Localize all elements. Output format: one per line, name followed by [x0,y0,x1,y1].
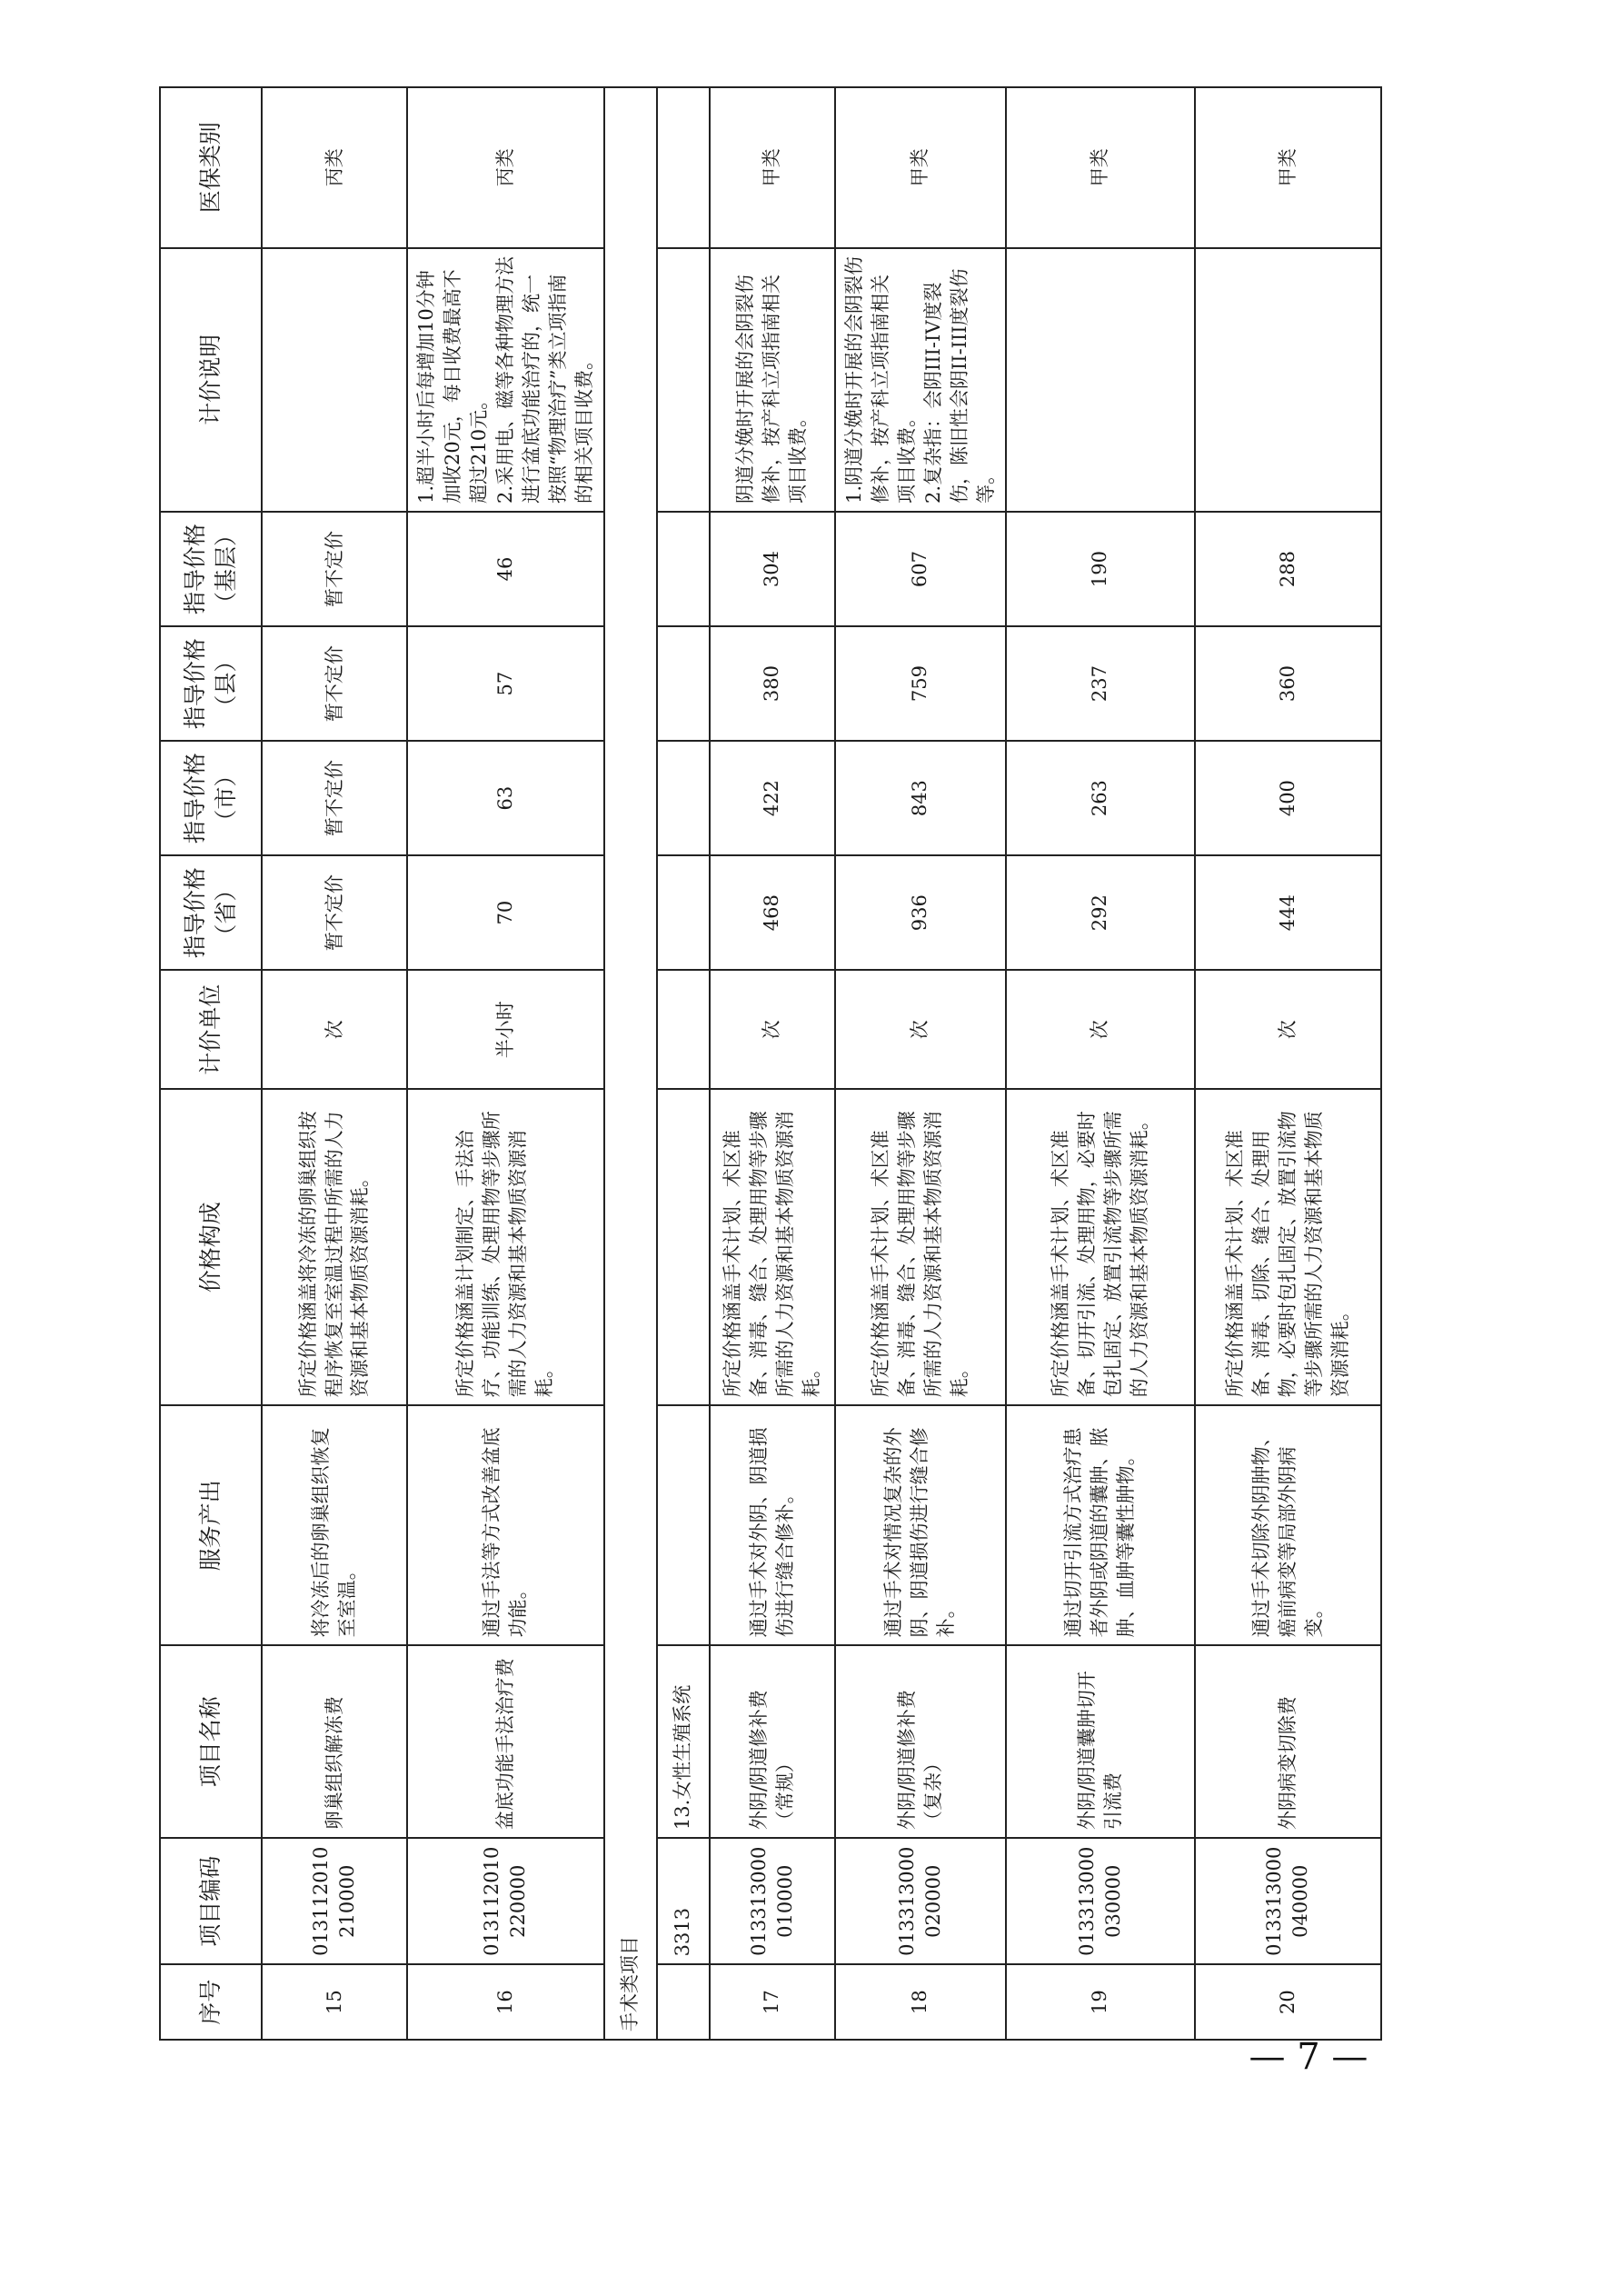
insurance-category: 丙类 [262,87,407,248]
pricing-notes [710,248,835,512]
service-output: 通过手法等方式改善盆底功能。 [407,1405,604,1645]
pricing-notes [835,248,1006,512]
item-code: 013313000030000 [1006,1838,1195,1964]
empty-cell [657,1405,710,1645]
item-name: 外阴/阴道修补费（复杂） [835,1645,1006,1838]
subsection-name: 13.女性生殖系统 [657,1645,710,1838]
price-county: 360 [1195,626,1381,741]
header-cell: 指导价格（基层） [160,512,262,626]
table-row [835,87,1006,2040]
price-county: 暂不定价 [262,626,407,741]
item-code: 013313000020000 [835,1838,1006,1964]
item-code: 013112010210000 [262,1838,407,1964]
item-code: 013112010220000 [407,1838,604,1964]
service-output: 通过手术对情况复杂的外阴、阴道损伤进行缝合修补。 [835,1405,1006,1645]
insurance-category: 甲类 [710,87,835,248]
price-city: 263 [1006,741,1195,855]
empty-cell [657,741,710,855]
header-cell: 计价单位 [160,970,262,1089]
price-composition: 所定价格涵盖手术计划、术区准备、消毒、缝合、处理用物等步骤所需的人力资源和基本物质资源消耗。 [835,1089,1006,1405]
pricing-notes [1195,248,1381,512]
header-row [160,87,262,2040]
empty-cell [657,1964,710,2040]
price-table [159,86,1382,2041]
insurance-category: 甲类 [1195,87,1381,248]
price-province: 70 [407,855,604,970]
price-province: 暂不定价 [262,855,407,970]
row-number: 15 [262,1964,407,2040]
empty-cell [657,512,710,626]
price-basic: 46 [407,512,604,626]
row-number: 17 [710,1964,835,2040]
empty-cell [657,855,710,970]
price-composition: 所定价格涵盖计划制定、手法治疗、功能训练、处理用物等步骤所需的人力资源和基本物质资源消耗。 [407,1089,604,1405]
header-cell: 价格构成 [160,1089,262,1405]
table-row [1006,87,1195,2040]
subsection-code: 3313 [657,1838,710,1964]
table-row [710,87,835,2040]
category-label: 手术类项目 [604,87,657,2040]
header-cell: 指导价格（县） [160,626,262,741]
item-name: 盆底功能手法治疗费 [407,1645,604,1838]
pricing-unit: 次 [1195,970,1381,1089]
pricing-notes [262,248,407,512]
price-county: 237 [1006,626,1195,741]
table-row [262,87,407,2040]
item-name: 外阴/阴道修补费（常规） [710,1645,835,1838]
price-basic: 190 [1006,512,1195,626]
row-number: 19 [1006,1964,1195,2040]
item-name: 外阴病变切除费 [1195,1645,1381,1838]
rotated-table-wrapper [159,86,1381,2041]
row-number: 18 [835,1964,1006,2040]
service-output: 通过切开引流方式治疗患者外阴或阴道的囊肿、脓肿、血肿等囊性肿物。 [1006,1405,1195,1645]
price-composition: 所定价格涵盖手术计划、术区准备、消毒、切除、缝合、处理用物，必要时包扎固定、放置引流物等步骤所需的人力资源和基本物质资源消耗。 [1195,1089,1381,1405]
price-basic: 暂不定价 [262,512,407,626]
subsection-row [657,87,710,2040]
price-city: 63 [407,741,604,855]
price-composition: 所定价格涵盖手术计划、术区准备、切开引流、处理用物，必要时包扎固定、放置引流物等步骤所需的人力资源和基本物质资源消耗。 [1006,1089,1195,1405]
note-line: 2.采用电、磁等各种物理方法进行盆底功能治疗的，统一按照“物理治疗”类立项指南的相关项目收费。 [493,255,595,504]
price-province: 292 [1006,855,1195,970]
empty-cell [657,87,710,248]
page-number: — 7 — [1249,2036,1368,2078]
price-county: 57 [407,626,604,741]
item-code: 013313000010000 [710,1838,835,1964]
header-cell: 指导价格（市） [160,741,262,855]
price-province: 444 [1195,855,1381,970]
service-output: 通过手术切除外阴肿物、癌前病变等局部外阴病变。 [1195,1405,1381,1645]
price-composition: 所定价格涵盖将冷冻的卵巢组织按程序恢复至室温过程中所需的人力资源和基本物质资源消耗。 [262,1089,407,1405]
note-line: 1.阴道分娩时开展的会阴裂伤修补，按产科立项指南相关项目收费。 [842,255,918,504]
empty-cell [657,248,710,512]
price-city: 400 [1195,741,1381,855]
price-province: 936 [835,855,1006,970]
pricing-unit: 次 [835,970,1006,1089]
category-row [604,87,657,2040]
item-name: 卵巢组织解冻费 [262,1645,407,1838]
pricing-notes [407,248,604,512]
price-basic: 288 [1195,512,1381,626]
price-basic: 607 [835,512,1006,626]
table-row [407,87,604,2040]
pricing-unit: 次 [262,970,407,1089]
note-line: 2.复杂指：会阴III-IV度裂伤，陈旧性会阴II-III度裂伤等。 [921,268,997,504]
price-county: 380 [710,626,835,741]
price-city: 暂不定价 [262,741,407,855]
header-cell: 序号 [160,1964,262,2040]
empty-cell [657,970,710,1089]
note-line: 1.超半小时后每增加10分钟加收20元，每日收费最高不超过210元。 [415,269,490,504]
item-name: 外阴/阴道囊肿切开引流费 [1006,1645,1195,1838]
header-cell: 服务产出 [160,1405,262,1645]
empty-cell [657,626,710,741]
price-city: 422 [710,741,835,855]
pricing-unit: 次 [1006,970,1195,1089]
pricing-notes [1006,248,1195,512]
insurance-category: 丙类 [407,87,604,248]
header-cell: 项目名称 [160,1645,262,1838]
note-line: 阴道分娩时开展的会阴裂伤修补，按产科立项指南相关项目收费。 [734,275,810,504]
service-output: 通过手术对外阴、阴道损伤进行缝合修补。 [710,1405,835,1645]
pricing-unit: 半小时 [407,970,604,1089]
insurance-category: 甲类 [835,87,1006,248]
service-output: 将冷冻后的卵巢组织恢复至室温。 [262,1405,407,1645]
row-number: 20 [1195,1964,1381,2040]
header-cell: 计价说明 [160,248,262,512]
header-cell: 指导价格（省） [160,855,262,970]
price-basic: 304 [710,512,835,626]
pricing-unit: 次 [710,970,835,1089]
table-row [1195,87,1381,2040]
header-cell: 项目编码 [160,1838,262,1964]
header-cell: 医保类别 [160,87,262,248]
price-county: 759 [835,626,1006,741]
price-composition: 所定价格涵盖手术计划、术区准备、消毒、缝合、处理用物等步骤所需的人力资源和基本物质资源消耗。 [710,1089,835,1405]
empty-cell [657,1089,710,1405]
price-city: 843 [835,741,1006,855]
insurance-category: 甲类 [1006,87,1195,248]
price-province: 468 [710,855,835,970]
item-code: 013313000040000 [1195,1838,1381,1964]
row-number: 16 [407,1964,604,2040]
